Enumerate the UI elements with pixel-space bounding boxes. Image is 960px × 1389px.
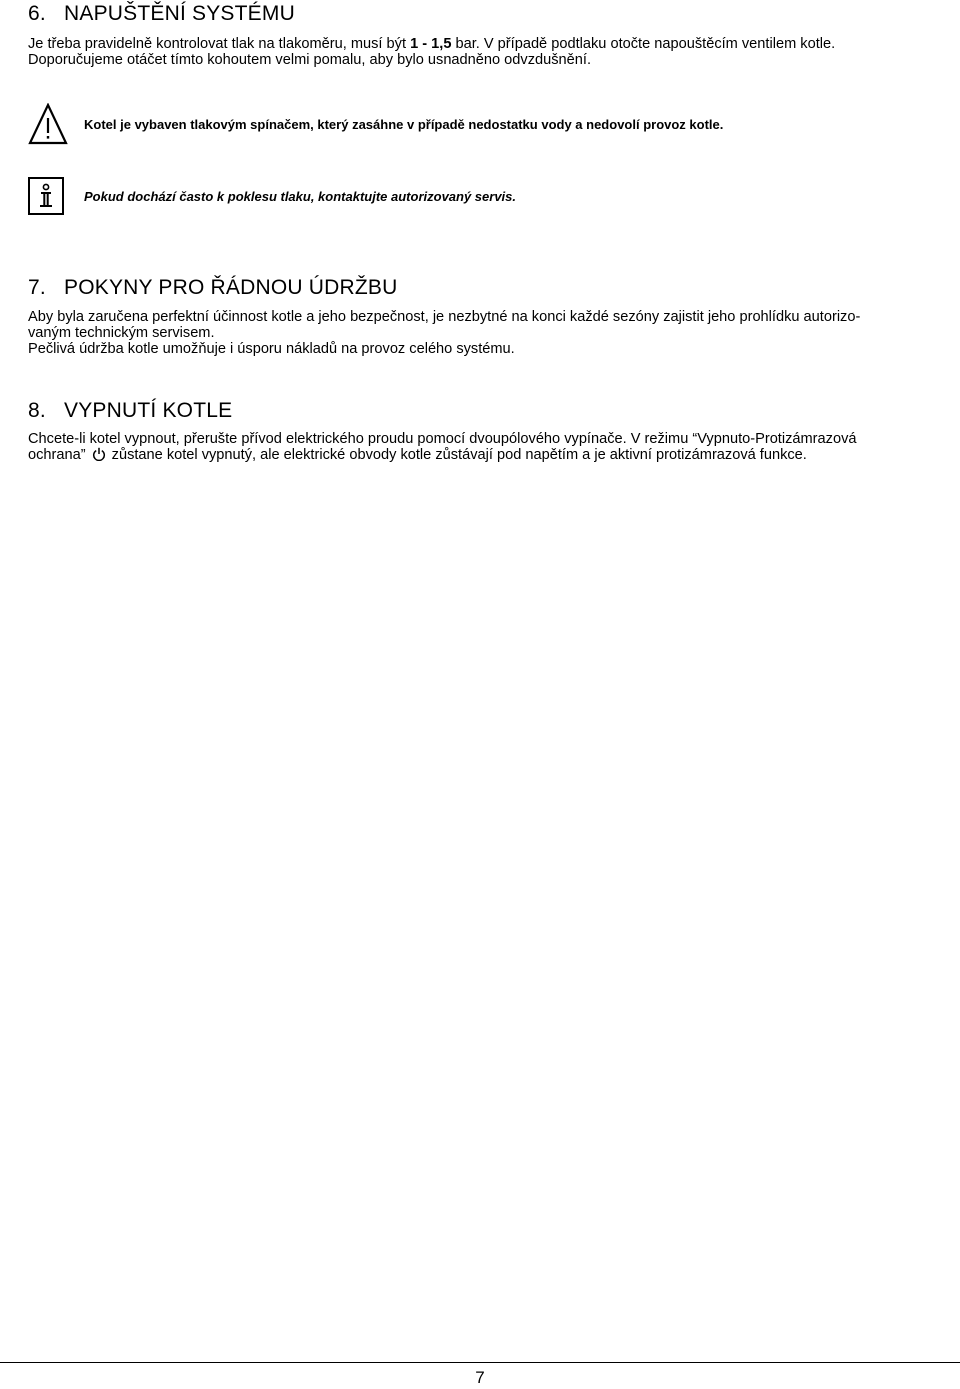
section-6-line-2: Doporučujeme otáčet tímto kohoutem velmi pomalu, aby bylo usnadněno odvzdušnění. bbox=[28, 52, 591, 68]
footer-divider bbox=[0, 1362, 960, 1363]
pressure-range: 1 - 1,5 bbox=[410, 36, 452, 52]
section-6-line-1 bbox=[28, 36, 940, 52]
section-6-text-pre: Je třeba pravidelně kontrolovat tlak na tlakoměru, musí být bbox=[28, 36, 411, 52]
section-6-heading bbox=[28, 2, 295, 26]
section-6-paragraph bbox=[28, 36, 940, 68]
section-7-title: POKYNY PRO ŘÁDNOU ÚDRŽBU bbox=[64, 276, 398, 299]
section-6-title: NAPUŠTĚNÍ SYSTÉMU bbox=[64, 2, 295, 25]
section-7-line-1: Aby byla zaručena perfektní účinnost kotle a jeho bezpečnost, je nezbytné na konci každé sezóny zajistit jeho prohlídku autorizo- bbox=[28, 309, 861, 325]
section-8-title: VYPNUTÍ KOTLE bbox=[64, 399, 233, 422]
info-icon bbox=[28, 177, 64, 215]
section-6-number: 6. bbox=[28, 2, 46, 25]
section-7-heading bbox=[28, 276, 397, 300]
section-6-text-post: bar. V případě podtlaku otočte napouštěcím ventilem kotle. bbox=[451, 36, 836, 52]
section-8-line-2 bbox=[28, 447, 940, 463]
section-8-text-post: zůstane kotel vypnutý, ale elektrické obvody kotle zůstávají pod napětím a je aktivní protizámrazová funkce. bbox=[107, 447, 807, 463]
power-icon bbox=[92, 447, 106, 461]
section-7-number: 7. bbox=[28, 276, 46, 299]
section-8-line-1: Chcete-li kotel vypnout, přerušte přívod elektrického proudu pomocí dvoupólového vypínače. V režimu “Vypnuto-Protizámrazová bbox=[28, 431, 857, 447]
warning-note: Kotel je vybaven tlakovým spínačem, který zasáhne v případě nedostatku vody a nedovolí provoz kotle. bbox=[84, 117, 724, 132]
section-8-heading bbox=[28, 399, 232, 423]
info-note: Pokud dochází často k poklesu tlaku, kontaktujte autorizovaný servis. bbox=[84, 189, 517, 204]
section-8-text-pre: ochrana” bbox=[28, 447, 86, 463]
warning-triangle-icon bbox=[28, 103, 68, 145]
page-number: 7 bbox=[475, 1368, 485, 1387]
section-7-line-3: Pečlivá údržba kotle umožňuje i úsporu nákladů na provoz celého systému. bbox=[28, 341, 515, 357]
section-7-line-2: vaným technickým servisem. bbox=[28, 325, 215, 341]
section-7-paragraph bbox=[28, 309, 940, 357]
section-8-number: 8. bbox=[28, 399, 46, 422]
section-8-paragraph bbox=[28, 431, 940, 463]
